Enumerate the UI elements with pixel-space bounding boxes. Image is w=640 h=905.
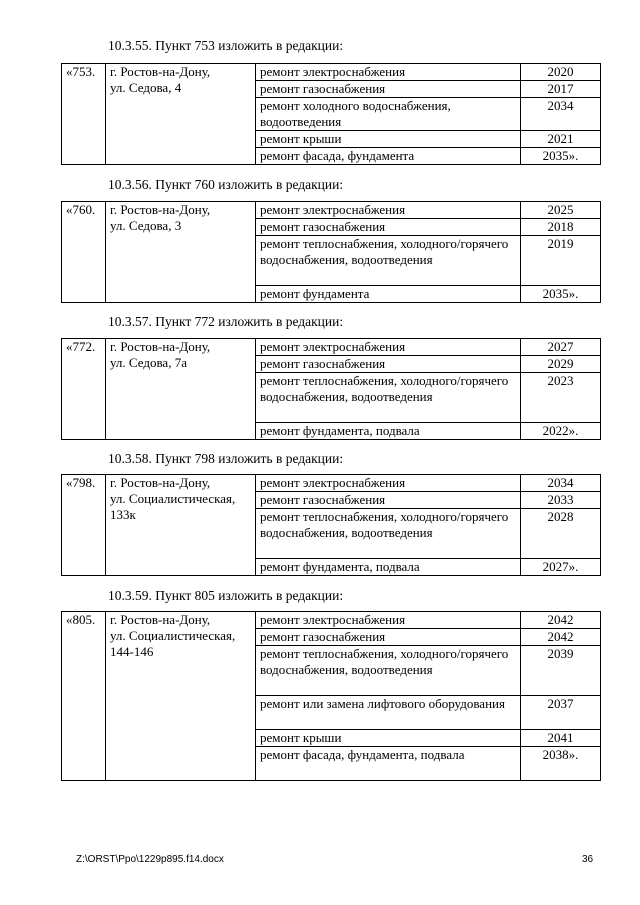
work-type: ремонт теплоснабжения, холодного/горячего водоснабжения, водоотведения xyxy=(256,646,521,696)
footer-file-path: Z:\ORST\Ppo\1229p895.f14.docx xyxy=(76,854,224,865)
work-year: 2027 xyxy=(521,339,601,356)
work-year: 2039 xyxy=(521,646,601,696)
work-year: 2035». xyxy=(521,286,601,303)
amendment-table xyxy=(61,611,601,781)
work-type: ремонт теплоснабжения, холодного/горячего водоснабжения, водоотведения xyxy=(256,373,521,423)
work-year: 2042 xyxy=(521,612,601,629)
work-year: 2028 xyxy=(521,509,601,559)
work-year: 2034 xyxy=(521,98,601,131)
work-type: ремонт или замена лифтового оборудования xyxy=(256,696,521,730)
work-type: ремонт электроснабжения xyxy=(256,339,521,356)
section-heading: 10.3.57. Пункт 772 изложить в редакции: xyxy=(108,314,344,329)
item-address: г. Ростов-на-Дону, ул. Седова, 7а xyxy=(106,339,256,440)
work-year: 2019 xyxy=(521,236,601,286)
item-number: «798. xyxy=(62,475,106,576)
work-year: 2022». xyxy=(521,423,601,440)
work-type: ремонт газоснабжения xyxy=(256,81,521,98)
work-year: 2020 xyxy=(521,64,601,81)
work-type: ремонт фундамента, подвала xyxy=(256,559,521,576)
amendment-table xyxy=(61,201,601,303)
footer-page-number: 36 xyxy=(582,854,594,865)
work-year: 2023 xyxy=(521,373,601,423)
item-address: г. Ростов-на-Дону, ул. Социалистическая, 144-146 xyxy=(106,612,256,781)
work-type: ремонт газоснабжения xyxy=(256,356,521,373)
item-address: г. Ростов-на-Дону, ул. Седова, 3 xyxy=(106,202,256,303)
section-heading: 10.3.55. Пункт 753 изложить в редакции: xyxy=(108,38,344,53)
item-number: «753. xyxy=(62,64,106,165)
work-year: 2021 xyxy=(521,131,601,148)
work-year: 2041 xyxy=(521,730,601,747)
item-number: «760. xyxy=(62,202,106,303)
work-year: 2033 xyxy=(521,492,601,509)
work-type: ремонт крыши xyxy=(256,730,521,747)
work-year: 2027». xyxy=(521,559,601,576)
section-heading: 10.3.56. Пункт 760 изложить в редакции: xyxy=(108,177,344,192)
work-year: 2018 xyxy=(521,219,601,236)
section-heading: 10.3.59. Пункт 805 изложить в редакции: xyxy=(108,588,344,603)
work-type: ремонт газоснабжения xyxy=(256,629,521,646)
work-type: ремонт холодного водоснабжения, водоотведения xyxy=(256,98,521,131)
work-type: ремонт газоснабжения xyxy=(256,219,521,236)
work-year: 2017 xyxy=(521,81,601,98)
work-type: ремонт крыши xyxy=(256,131,521,148)
work-type: ремонт теплоснабжения, холодного/горячего водоснабжения, водоотведения xyxy=(256,509,521,559)
work-type: ремонт фундамента, подвала xyxy=(256,423,521,440)
amendment-table xyxy=(61,474,601,576)
work-type: ремонт электроснабжения xyxy=(256,612,521,629)
work-year: 2034 xyxy=(521,475,601,492)
work-type: ремонт электроснабжения xyxy=(256,202,521,219)
item-address: г. Ростов-на-Дону, ул. Социалистическая, 133к xyxy=(106,475,256,576)
work-year: 2025 xyxy=(521,202,601,219)
work-year: 2037 xyxy=(521,696,601,730)
work-year: 2029 xyxy=(521,356,601,373)
work-type: ремонт электроснабжения xyxy=(256,64,521,81)
amendment-table xyxy=(61,63,601,165)
work-type: ремонт фасада, фундамента xyxy=(256,148,521,165)
work-year: 2042 xyxy=(521,629,601,646)
work-year: 2038». xyxy=(521,747,601,781)
amendment-table xyxy=(61,338,601,440)
work-type: ремонт теплоснабжения, холодного/горячего водоснабжения, водоотведения xyxy=(256,236,521,286)
item-address: г. Ростов-на-Дону, ул. Седова, 4 xyxy=(106,64,256,165)
work-year: 2035». xyxy=(521,148,601,165)
work-type: ремонт фундамента xyxy=(256,286,521,303)
work-type: ремонт электроснабжения xyxy=(256,475,521,492)
item-number: «772. xyxy=(62,339,106,440)
section-heading: 10.3.58. Пункт 798 изложить в редакции: xyxy=(108,451,344,466)
work-type: ремонт газоснабжения xyxy=(256,492,521,509)
work-type: ремонт фасада, фундамента, подвала xyxy=(256,747,521,781)
item-number: «805. xyxy=(62,612,106,781)
